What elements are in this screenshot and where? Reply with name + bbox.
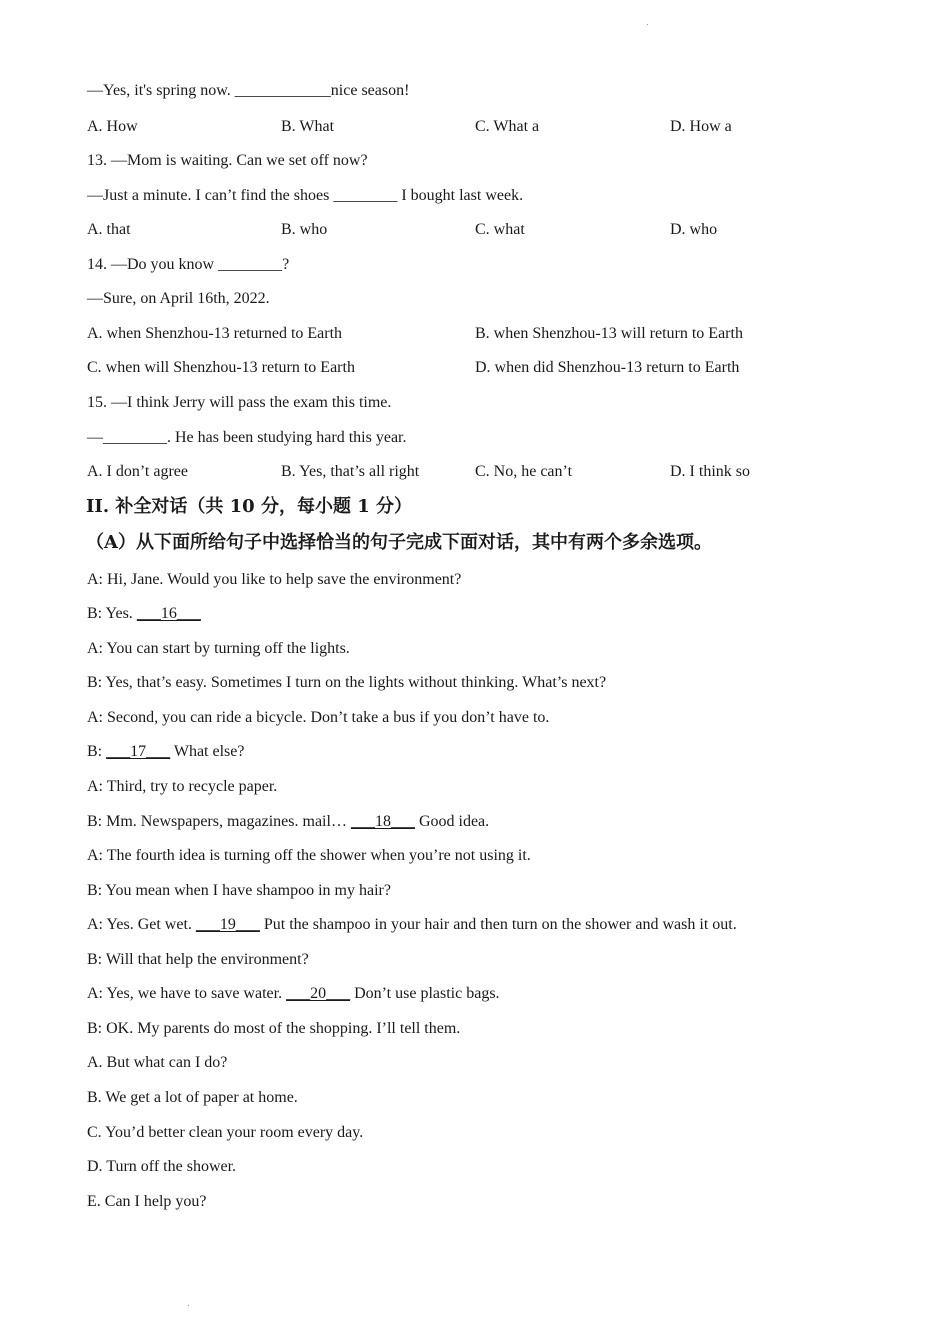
dialogue-line: B: You mean when I have shampoo in my hair? <box>87 882 391 899</box>
q14-option-b: B. when Shenzhou-13 will return to Earth <box>475 325 743 342</box>
q14-option-a: A. when Shenzhou-13 returned to Earth <box>87 325 343 342</box>
q13-answer-line: —Just a minute. I can’t find the shoes ________ I bought last week. <box>87 187 524 204</box>
q13-option-b: B. who <box>281 221 328 238</box>
dialogue-line: B: ___17___ What else? <box>87 743 245 760</box>
q13-option-d: D. who <box>670 221 718 238</box>
blank-17: ___17___ <box>106 743 171 760</box>
dialogue-line: B: Yes, that’s easy. Sometimes I turn on the lights without thinking. What’s next? <box>87 674 607 691</box>
dialogue-line: A: The fourth idea is turning off the shower when you’re not using it. <box>87 847 531 864</box>
choice-c: C. You’d better clean your room every day. <box>87 1124 364 1141</box>
blank-19: ___19___ <box>195 916 260 933</box>
dialogue-line: A: Yes. Get wet. ___19___ Put the shampoo in your hair and then turn on the shower and wash it out. <box>87 916 737 933</box>
q12-answer-line: —Yes, it's spring now. ____________nice season! <box>87 82 410 99</box>
choice-e: E. Can I help you? <box>87 1193 207 1210</box>
scan-speck <box>188 1305 189 1306</box>
blank-16: ___16___ <box>136 605 201 622</box>
q14-option-d: D. when did Shenzhou-13 return to Earth <box>475 359 740 376</box>
dialogue-line: A: Hi, Jane. Would you like to help save the environment? <box>87 571 462 588</box>
dialogue-line: B: Yes. ___16___ <box>87 605 201 622</box>
q15-answer-line: —________. He has been studying hard this year. <box>87 429 407 446</box>
blank-18: ___18___ <box>350 813 415 830</box>
section-2-title: II. 补全对话（共 10 分，每小题 1 分） <box>86 496 413 517</box>
q13-option-a: A. that <box>87 221 131 238</box>
scan-speck <box>647 24 648 25</box>
q14-option-c: C. when will Shenzhou-13 return to Earth <box>87 359 355 376</box>
q13-option-c: C. what <box>475 221 525 238</box>
choice-a: A. But what can I do? <box>87 1054 228 1071</box>
q15-option-a: A. I don’t agree <box>87 463 188 480</box>
q14-question: 14. —Do you know ________? <box>87 256 290 273</box>
q12-option-d: D. How a <box>670 118 732 135</box>
choice-d: D. Turn off the shower. <box>87 1158 237 1175</box>
choice-b: B. We get a lot of paper at home. <box>87 1089 298 1106</box>
q12-option-a: A. How <box>87 118 138 135</box>
blank-20: ___20___ <box>286 985 351 1002</box>
q15-option-b: B. Yes, that’s all right <box>281 463 420 480</box>
dialogue-line: A: You can start by turning off the lights. <box>87 640 350 657</box>
dialogue-line: B: OK. My parents do most of the shopping. I’ll tell them. <box>87 1020 461 1037</box>
q12-option-c: C. What a <box>475 118 540 135</box>
q15-option-d: D. I think so <box>670 463 750 480</box>
dialogue-line: A: Yes, we have to save water. ___20___ Don’t use plastic bags. <box>87 985 500 1002</box>
section-2-instructions: （A）从下面所给句子中选择恰当的句子完成下面对话，其中有两个多余选项。 <box>86 532 712 553</box>
dialogue-line: A: Second, you can ride a bicycle. Don’t take a bus if you don’t have to. <box>87 709 550 726</box>
dialogue-line: B: Will that help the environment? <box>87 951 309 968</box>
q15-question: 15. —I think Jerry will pass the exam this time. <box>87 394 392 411</box>
q13-question: 13. —Mom is waiting. Can we set off now? <box>87 152 368 169</box>
q14-answer-line: —Sure, on April 16th, 2022. <box>87 290 270 307</box>
dialogue-line: B: Mm. Newspapers, magazines. mail… ___18___ Good idea. <box>87 813 490 830</box>
dialogue-line: A: Third, try to recycle paper. <box>87 778 278 795</box>
q15-option-c: C. No, he can’t <box>475 463 573 480</box>
q12-option-b: B. What <box>281 118 335 135</box>
